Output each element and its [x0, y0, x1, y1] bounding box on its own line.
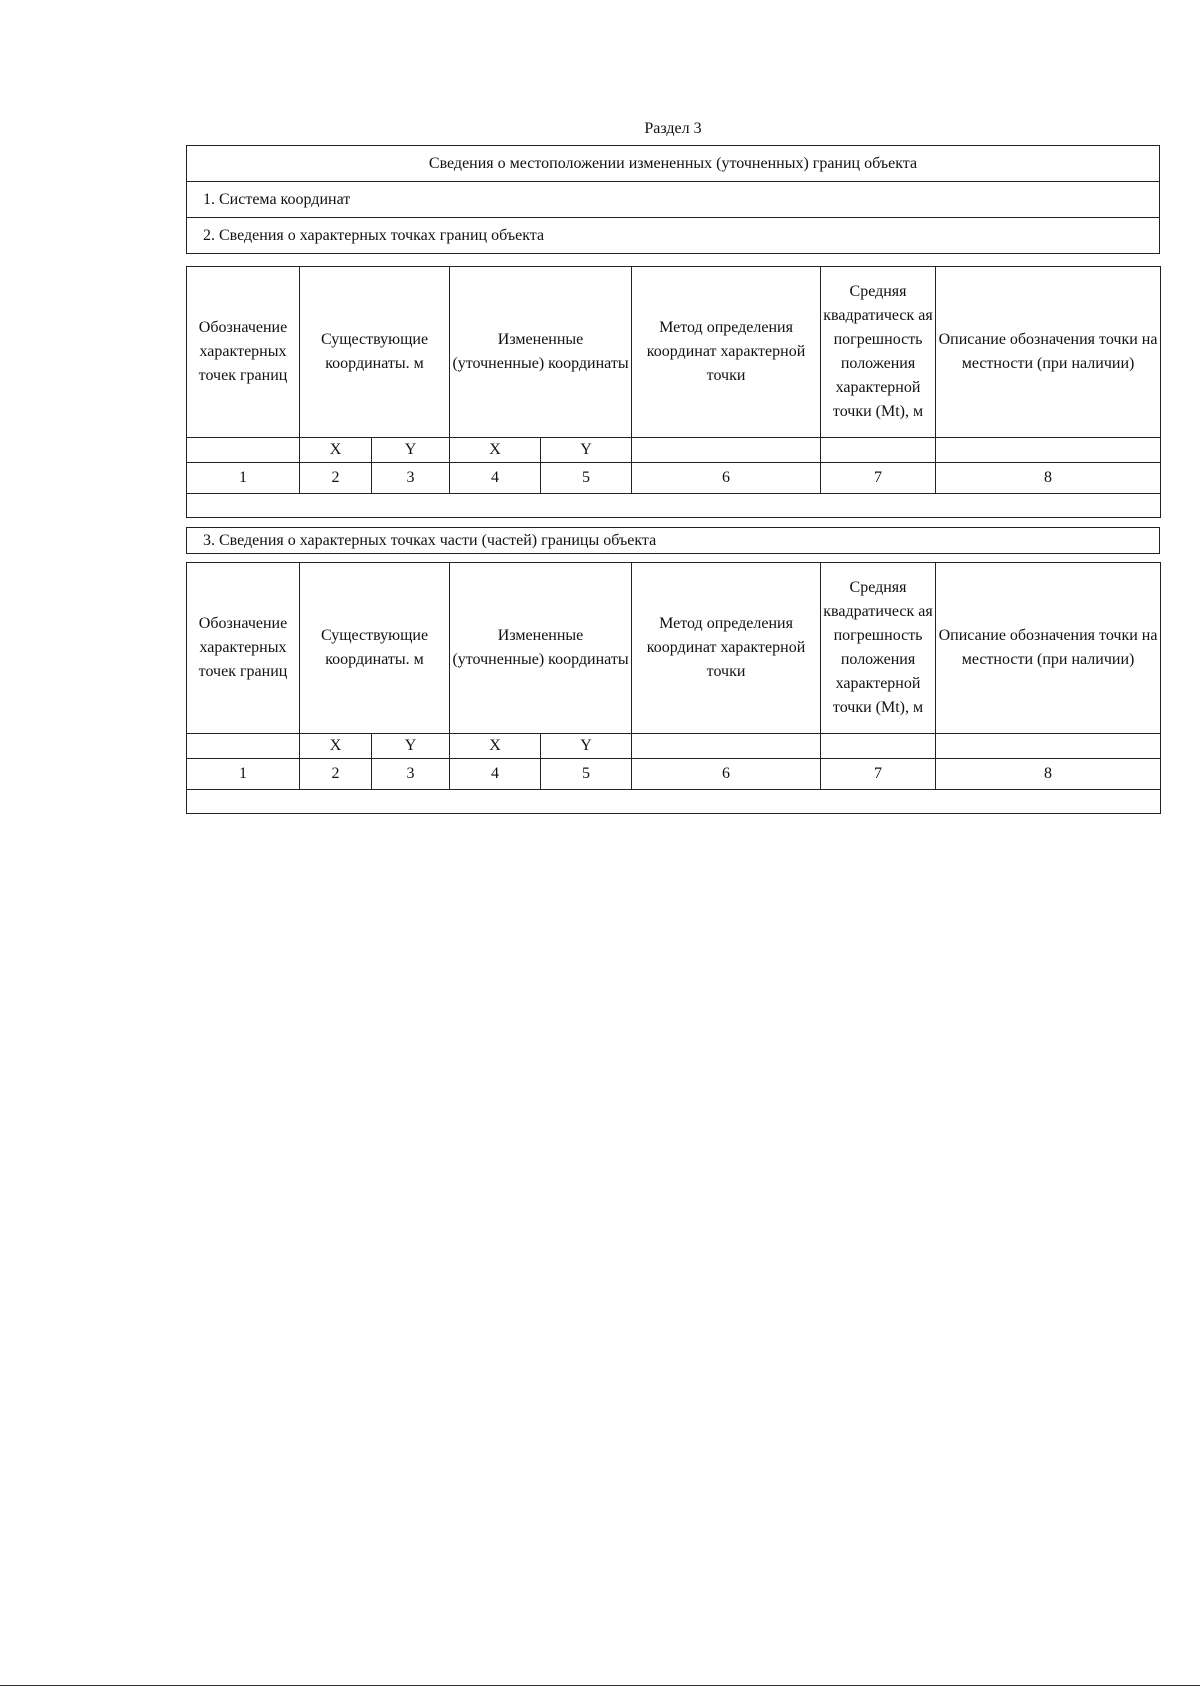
- coordinate-system-row: 1. Система координат: [187, 182, 1160, 218]
- empty-data-row: [187, 790, 1161, 814]
- boundary-points-table: [186, 266, 1161, 518]
- column-number: 4: [450, 463, 541, 494]
- page-bottom-rule: [0, 1685, 1200, 1686]
- column-number: 1: [187, 463, 300, 494]
- info-heading: Сведения о местоположении измененных (уточненных) границ объекта: [187, 146, 1160, 182]
- column-number: 2: [300, 759, 372, 790]
- column-number: 8: [936, 463, 1161, 494]
- xy-cell-empty: [821, 438, 936, 463]
- column-number: 5: [541, 759, 632, 790]
- column-number: 1: [187, 759, 300, 790]
- header-changed-y: Y: [541, 438, 632, 463]
- header-changed-x: X: [450, 734, 541, 759]
- part-boundary-points-table: [186, 562, 1161, 814]
- xy-cell-empty: [632, 734, 821, 759]
- header-mean-square-error: Средняя квадратическ ая погрешность положения характерной точки (Mt), м: [821, 563, 936, 734]
- xy-cell-empty: [632, 438, 821, 463]
- header-existing-coordinates: Существующие координаты. м: [300, 563, 450, 734]
- header-method: Метод определения координат характерной точки: [632, 563, 821, 734]
- xy-cell-empty: [187, 438, 300, 463]
- column-number: 3: [372, 463, 450, 494]
- xy-cell-empty: [821, 734, 936, 759]
- header-existing-y: Y: [372, 438, 450, 463]
- header-changed-coordinates: Измененные (уточненные) координаты: [450, 267, 632, 438]
- empty-data-row: [187, 494, 1161, 518]
- column-number: 6: [632, 463, 821, 494]
- header-description: Описание обозначения точки на местности (при наличии): [936, 267, 1161, 438]
- header-existing-y: Y: [372, 734, 450, 759]
- header-point-designation: Обозначение характерных точек границ: [187, 563, 300, 734]
- header-existing-x: X: [300, 734, 372, 759]
- column-number: 2: [300, 463, 372, 494]
- part-boundary-points-label: 3. Сведения о характерных точках части (частей) границы объекта: [186, 527, 1160, 554]
- header-existing-coordinates: Существующие координаты. м: [300, 267, 450, 438]
- header-mean-square-error: Средняя квадратическ ая погрешность положения характерной точки (Mt), м: [821, 267, 936, 438]
- header-description: Описание обозначения точки на местности (при наличии): [936, 563, 1161, 734]
- boundary-points-row: 2. Сведения о характерных точках границ объекта: [187, 218, 1160, 254]
- xy-cell-empty: [936, 734, 1161, 759]
- header-changed-y: Y: [541, 734, 632, 759]
- header-method: Метод определения координат характерной точки: [632, 267, 821, 438]
- column-number: 6: [632, 759, 821, 790]
- xy-cell-empty: [187, 734, 300, 759]
- header-existing-x: X: [300, 438, 372, 463]
- column-number: 7: [821, 463, 936, 494]
- column-number: 7: [821, 759, 936, 790]
- column-number: 4: [450, 759, 541, 790]
- column-number: 8: [936, 759, 1161, 790]
- column-number: 5: [541, 463, 632, 494]
- info-table: [186, 145, 1160, 254]
- header-point-designation: Обозначение характерных точек границ: [187, 267, 300, 438]
- header-changed-x: X: [450, 438, 541, 463]
- xy-cell-empty: [936, 438, 1161, 463]
- section-title: Раздел 3: [644, 120, 702, 137]
- column-number: 3: [372, 759, 450, 790]
- header-changed-coordinates: Измененные (уточненные) координаты: [450, 563, 632, 734]
